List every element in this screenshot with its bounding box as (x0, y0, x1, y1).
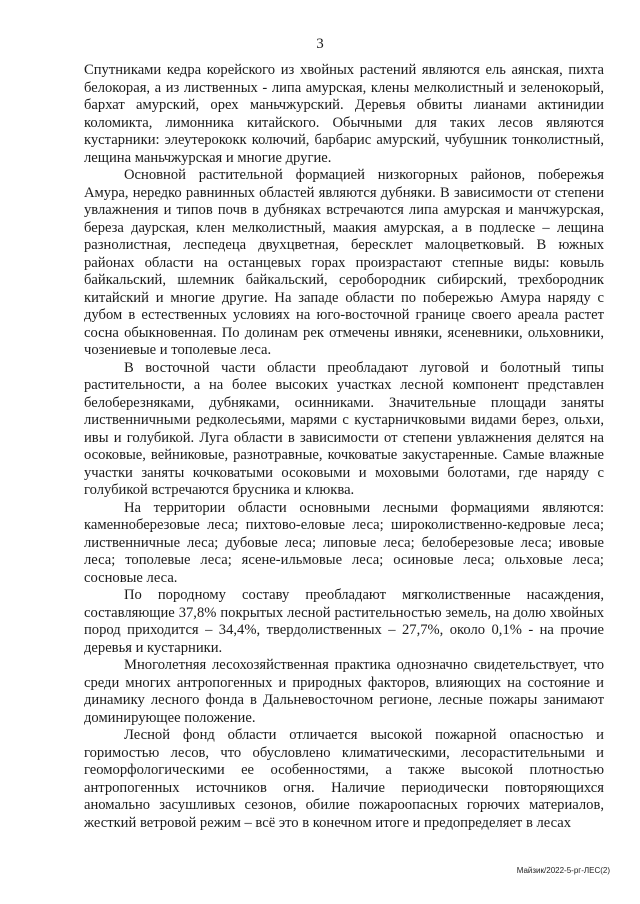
document-body (84, 62, 604, 832)
paragraph-fire-danger: Лесной фонд области отличается высокой пожарной опасностью и горимостью лесов, что обусловлено климатическими, лесорастительными и геоморфологическими ее особенностями, а также высокой плотностью антропогенных источников огня. Наличие периодически повторяющихся аномально засушливых сезонов, обилие пожароопасных горючих материалов, жесткий ветровой режим – всё это в конечном итоге и предопределяет в лесах (84, 727, 604, 831)
paragraph-forest-fires-practice: Многолетняя лесохозяйственная практика однозначно свидетельствует, что среди многих антропогенных и природных факторов, влияющих на состояние и динамику лесного фонда в Дальневосточном регионе, лесные пожары занимают доминирующее положение. (84, 657, 604, 726)
page-number: 3 (316, 36, 324, 52)
paragraph-oak-forests: Основной растительной формацией низкогорных районов, побережья Амура, нередко равнинных областей являются дубняки. В зависимости от степени увлажнения и типов почв в дубняках встречаются липа амурская и манчжурская, береза даурская, клен мелколистный, маакия амурская, а в подлеске – лещина разнолистная, леспедеца двухцветная, бересклет малоцветковый. В южных районах области на останцевых горах произрастают степные виды: ковыль байкальский, шлемник байкальский, серобородник сибирский, трехбородник китайский и многие другие. На западе области по побережью Амура наряду с дубом в естественных условиях на юго-восточной границе своего ареала растет сосна обыкновенная. По долинам рек отмечены ивняки, ясеневники, ольховники, чозениевые и тополевые леса. (84, 167, 604, 358)
paragraph-forest-formations: На территории области основными лесными формациями являются: каменноберезовые леса; пихтово-еловые леса; широколиственно-кедровые леса; лиственничные леса; дубовые леса; липовые леса; белоберезовые леса; ивовые леса; тополевые леса; ясене-ильмовые леса; осиновые леса; ольховые леса; сосновые леса. (84, 499, 604, 586)
document-code: Майзик/2022-5-рг-ЛЕС(2) (516, 866, 610, 875)
paragraph-cedar-companions: Спутниками кедра корейского из хвойных растений являются ель аянская, пихта белокорая, а из лиственных - липа амурская, клены мелколистный и зеленокорый, бархат амурский, орех маньчжурский. Деревья обвиты лианами актинидии коломикта, лимонника китайского. Обычными для таких лесов являются кустарники: элеутерококк колючий, барбарис амурский, чубушник тонколистный, лещина маньчжурская и многие другие. (84, 62, 604, 166)
paragraph-eastern-vegetation: В восточной части области преобладают луговой и болотный типы растительности, а на более высоких участках лесной компонент представлен белоберезняками, дубняками, осинниками. Значительные площади заняты лиственничными редколесьями, марями с кустарничковыми видами берез, ольхи, ивы и голубикой. Луга области в зависимости от степени увлажнения делятся на осоковые, вейниковые, разнотравные, кочковатые закустаренные. Самые влажные участки заняты кочковатыми осоковыми и моховыми болотами, где наряду с голубикой встречаются брусника и клюква. (84, 359, 604, 498)
paragraph-species-composition: По породному составу преобладают мягколиственные насаждения, составляющие 37,8% покрытых лесной растительностью земель, на долю хвойных пород приходится – 34,4%, твердолиственных – 27,7%, около 0,1% - на прочие деревья и кустарники. (84, 587, 604, 656)
